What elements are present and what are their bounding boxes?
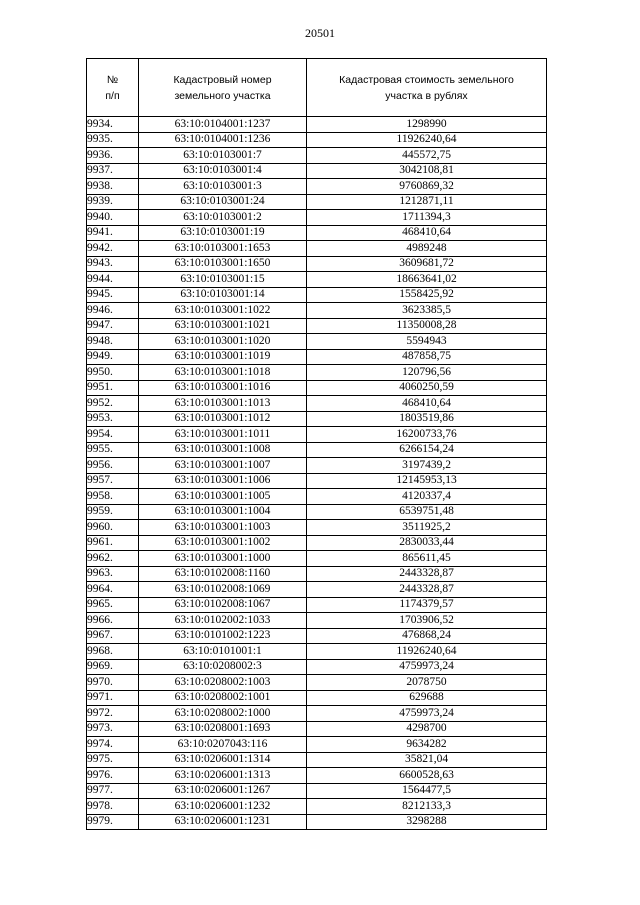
table-header-row: [87, 59, 547, 117]
row-number-cell: 9935.: [87, 132, 139, 148]
cadastral-value-cell: 445572,75: [307, 148, 547, 164]
cadastral-value-cell: 2078750: [307, 675, 547, 691]
row-number-cell: 9939.: [87, 194, 139, 210]
cadastral-value-cell: 3623385,5: [307, 303, 547, 319]
table-row: [87, 628, 547, 644]
row-number-cell: 9953.: [87, 411, 139, 427]
row-number-cell: 9976.: [87, 768, 139, 784]
cadastral-number-cell: 63:10:0207043:116: [139, 737, 307, 753]
table-row: [87, 768, 547, 784]
row-number-cell: 9940.: [87, 210, 139, 226]
cadastral-number-cell: 63:10:0103001:1012: [139, 411, 307, 427]
row-number-cell: 9972.: [87, 706, 139, 722]
cadastral-value-cell: 476868,24: [307, 628, 547, 644]
row-number-cell: 9966.: [87, 613, 139, 629]
table-row: [87, 535, 547, 551]
cadastral-number-cell: 63:10:0102008:1160: [139, 566, 307, 582]
table-row: [87, 690, 547, 706]
row-number-cell: 9962.: [87, 551, 139, 567]
table-row: [87, 442, 547, 458]
row-number-cell: 9970.: [87, 675, 139, 691]
cadastral-value-cell: 6539751,48: [307, 504, 547, 520]
cadastral-number-cell: 63:10:0103001:1002: [139, 535, 307, 551]
page-number: 20501: [305, 26, 335, 40]
cadastral-number-cell: 63:10:0208002:1003: [139, 675, 307, 691]
row-number-cell: 9961.: [87, 535, 139, 551]
table-row: [87, 737, 547, 753]
cadastral-number-cell: 63:10:0103001:3: [139, 179, 307, 195]
cadastral-number-cell: 63:10:0103001:1653: [139, 241, 307, 257]
cadastral-value-cell: 1174379,57: [307, 597, 547, 613]
cadastral-number-cell: 63:10:0103001:4: [139, 163, 307, 179]
cadastral-value-cell: 11926240,64: [307, 132, 547, 148]
cadastral-value-cell: 1711394,3: [307, 210, 547, 226]
cadastral-number-cell: 63:10:0103001:1007: [139, 458, 307, 474]
row-number-cell: 9944.: [87, 272, 139, 288]
row-number-cell: 9938.: [87, 179, 139, 195]
cadastral-value-cell: 3042108,81: [307, 163, 547, 179]
row-number-cell: 9934.: [87, 117, 139, 133]
cadastral-value-cell: 1212871,11: [307, 194, 547, 210]
cadastral-number-cell: 63:10:0103001:1006: [139, 473, 307, 489]
cadastral-value-cell: 11350008,28: [307, 318, 547, 334]
cadastral-value-cell: 468410,64: [307, 225, 547, 241]
row-number-cell: 9960.: [87, 520, 139, 536]
row-number-cell: 9959.: [87, 504, 139, 520]
row-number-cell: 9977.: [87, 783, 139, 799]
cadastral-value-cell: 468410,64: [307, 396, 547, 412]
table-row: [87, 411, 547, 427]
table-row: [87, 473, 547, 489]
row-number-cell: 9958.: [87, 489, 139, 505]
row-number-cell: 9943.: [87, 256, 139, 272]
cadastral-value-cell: 1564477,5: [307, 783, 547, 799]
table-row: [87, 613, 547, 629]
cadastral-value-cell: 629688: [307, 690, 547, 706]
cadastral-value-cell: 16200733,76: [307, 427, 547, 443]
cadastral-number-cell: 63:10:0102008:1069: [139, 582, 307, 598]
cadastral-value-cell: 4759973,24: [307, 706, 547, 722]
table-row: [87, 241, 547, 257]
cadastral-number-cell: 63:10:0103001:1003: [139, 520, 307, 536]
column-header-cadastral-value: [307, 59, 547, 117]
row-number-cell: 9949.: [87, 349, 139, 365]
row-number-cell: 9951.: [87, 380, 139, 396]
cadastral-value-cell: 8212133,3: [307, 799, 547, 815]
table-row: [87, 504, 547, 520]
cadastral-number-cell: 63:10:0103001:24: [139, 194, 307, 210]
column-header-number-line2: п/п: [105, 89, 120, 102]
cadastral-value-cell: 9760869,32: [307, 179, 547, 195]
cadastral-number-cell: 63:10:0208001:1693: [139, 721, 307, 737]
cadastral-value-cell: 11926240,64: [307, 644, 547, 660]
cadastral-number-cell: 63:10:0102008:1067: [139, 597, 307, 613]
cadastral-value-cell: 4298700: [307, 721, 547, 737]
cadastral-number-cell: 63:10:0103001:1013: [139, 396, 307, 412]
row-number-cell: 9964.: [87, 582, 139, 598]
table-row: [87, 334, 547, 350]
column-header-cadastral-number-line1: Кадастровый номер: [173, 73, 272, 86]
cadastral-value-cell: 4120337,4: [307, 489, 547, 505]
cadastral-value-cell: 4759973,24: [307, 659, 547, 675]
cadastral-number-cell: 63:10:0103001:7: [139, 148, 307, 164]
table-row: [87, 287, 547, 303]
table-row: [87, 706, 547, 722]
row-number-cell: 9947.: [87, 318, 139, 334]
table-row: [87, 303, 547, 319]
cadastral-value-cell: 1558425,92: [307, 287, 547, 303]
cadastral-number-cell: 63:10:0101001:1: [139, 644, 307, 660]
cadastral-number-cell: 63:10:0206001:1313: [139, 768, 307, 784]
table-row: [87, 752, 547, 768]
column-header-cadastral-value-line1: Кадастровая стоимость земельного: [339, 73, 514, 86]
cadastral-value-cell: 4989248: [307, 241, 547, 257]
row-number-cell: 9967.: [87, 628, 139, 644]
table-row: [87, 318, 547, 334]
table-row: [87, 256, 547, 272]
row-number-cell: 9936.: [87, 148, 139, 164]
table-row: [87, 365, 547, 381]
cadastral-value-cell: 1298990: [307, 117, 547, 133]
cadastral-number-cell: 63:10:0206001:1314: [139, 752, 307, 768]
row-number-cell: 9957.: [87, 473, 139, 489]
cadastral-number-cell: 63:10:0103001:1021: [139, 318, 307, 334]
row-number-cell: 9942.: [87, 241, 139, 257]
table-row: [87, 597, 547, 613]
table-row: [87, 349, 547, 365]
cadastral-number-cell: 63:10:0103001:1019: [139, 349, 307, 365]
column-header-cadastral-number: [139, 59, 307, 117]
cadastral-value-cell: 6266154,24: [307, 442, 547, 458]
cadastral-number-cell: 63:10:0103001:1018: [139, 365, 307, 381]
cadastral-number-cell: 63:10:0103001:14: [139, 287, 307, 303]
table-row: [87, 721, 547, 737]
row-number-cell: 9963.: [87, 566, 139, 582]
cadastral-value-cell: 3609681,72: [307, 256, 547, 272]
table-row: [87, 380, 547, 396]
table-row: [87, 179, 547, 195]
cadastral-number-cell: 63:10:0103001:1650: [139, 256, 307, 272]
row-number-cell: 9946.: [87, 303, 139, 319]
table-row: [87, 783, 547, 799]
cadastral-number-cell: 63:10:0102002:1033: [139, 613, 307, 629]
table-row: [87, 520, 547, 536]
cadastral-value-cell: 2830033,44: [307, 535, 547, 551]
cadastral-value-cell: 1803519,86: [307, 411, 547, 427]
cadastral-number-cell: 63:10:0103001:1000: [139, 551, 307, 567]
cadastral-number-cell: 63:10:0208002:1001: [139, 690, 307, 706]
table-row: [87, 272, 547, 288]
table-row: [87, 194, 547, 210]
table-row: [87, 225, 547, 241]
row-number-cell: 9956.: [87, 458, 139, 474]
row-number-cell: 9975.: [87, 752, 139, 768]
table-row: [87, 551, 547, 567]
table-row: [87, 117, 547, 133]
cadastral-value-cell: 12145953,13: [307, 473, 547, 489]
cadastral-value-cell: 2443328,87: [307, 582, 547, 598]
row-number-cell: 9979.: [87, 814, 139, 830]
table-row: [87, 458, 547, 474]
row-number-cell: 9965.: [87, 597, 139, 613]
cadastral-value-cell: 2443328,87: [307, 566, 547, 582]
cadastral-number-cell: 63:10:0103001:15: [139, 272, 307, 288]
table-row: [87, 814, 547, 830]
cadastral-value-cell: 865611,45: [307, 551, 547, 567]
row-number-cell: 9974.: [87, 737, 139, 753]
row-number-cell: 9948.: [87, 334, 139, 350]
cadastral-value-cell: 3298288: [307, 814, 547, 830]
column-header-number: [87, 59, 139, 117]
cadastral-number-cell: 63:10:0103001:1008: [139, 442, 307, 458]
cadastral-number-cell: 63:10:0103001:2: [139, 210, 307, 226]
row-number-cell: 9950.: [87, 365, 139, 381]
table-body: [87, 117, 547, 830]
table-row: [87, 659, 547, 675]
row-number-cell: 9973.: [87, 721, 139, 737]
cadastral-value-table: [86, 58, 547, 830]
table-row: [87, 148, 547, 164]
cadastral-number-cell: 63:10:0103001:1004: [139, 504, 307, 520]
cadastral-value-cell: 18663641,02: [307, 272, 547, 288]
cadastral-value-cell: 3197439,2: [307, 458, 547, 474]
table-row: [87, 427, 547, 443]
row-number-cell: 9969.: [87, 659, 139, 675]
column-header-cadastral-value-line2: участка в рублях: [385, 89, 468, 102]
row-number-cell: 9978.: [87, 799, 139, 815]
row-number-cell: 9937.: [87, 163, 139, 179]
table-row: [87, 132, 547, 148]
table-row: [87, 582, 547, 598]
row-number-cell: 9971.: [87, 690, 139, 706]
cadastral-value-cell: 35821,04: [307, 752, 547, 768]
table-row: [87, 675, 547, 691]
row-number-cell: 9955.: [87, 442, 139, 458]
table-row: [87, 163, 547, 179]
cadastral-number-cell: 63:10:0206001:1267: [139, 783, 307, 799]
cadastral-number-cell: 63:10:0103001:1022: [139, 303, 307, 319]
cadastral-number-cell: 63:10:0103001:1020: [139, 334, 307, 350]
cadastral-number-cell: 63:10:0206001:1231: [139, 814, 307, 830]
cadastral-value-cell: 487858,75: [307, 349, 547, 365]
cadastral-number-cell: 63:10:0208002:1000: [139, 706, 307, 722]
cadastral-number-cell: 63:10:0101002:1223: [139, 628, 307, 644]
cadastral-value-cell: 6600528,63: [307, 768, 547, 784]
cadastral-number-cell: 63:10:0206001:1232: [139, 799, 307, 815]
table-row: [87, 210, 547, 226]
row-number-cell: 9952.: [87, 396, 139, 412]
column-header-number-line1: №: [106, 73, 119, 86]
cadastral-number-cell: 63:10:0104001:1236: [139, 132, 307, 148]
cadastral-number-cell: 63:10:0103001:19: [139, 225, 307, 241]
cadastral-number-cell: 63:10:0103001:1005: [139, 489, 307, 505]
cadastral-number-cell: 63:10:0103001:1011: [139, 427, 307, 443]
cadastral-value-cell: 1703906,52: [307, 613, 547, 629]
column-header-cadastral-number-line2: земельного участка: [174, 89, 271, 102]
cadastral-number-cell: 63:10:0104001:1237: [139, 117, 307, 133]
row-number-cell: 9941.: [87, 225, 139, 241]
table-row: [87, 644, 547, 660]
cadastral-value-cell: 5594943: [307, 334, 547, 350]
cadastral-number-cell: 63:10:0208002:3: [139, 659, 307, 675]
table-row: [87, 566, 547, 582]
row-number-cell: 9945.: [87, 287, 139, 303]
cadastral-number-cell: 63:10:0103001:1016: [139, 380, 307, 396]
row-number-cell: 9968.: [87, 644, 139, 660]
row-number-cell: 9954.: [87, 427, 139, 443]
table-row: [87, 489, 547, 505]
cadastral-value-cell: 4060250,59: [307, 380, 547, 396]
cadastral-value-cell: 3511925,2: [307, 520, 547, 536]
cadastral-value-cell: 9634282: [307, 737, 547, 753]
table-row: [87, 799, 547, 815]
cadastral-value-cell: 120796,56: [307, 365, 547, 381]
table-row: [87, 396, 547, 412]
